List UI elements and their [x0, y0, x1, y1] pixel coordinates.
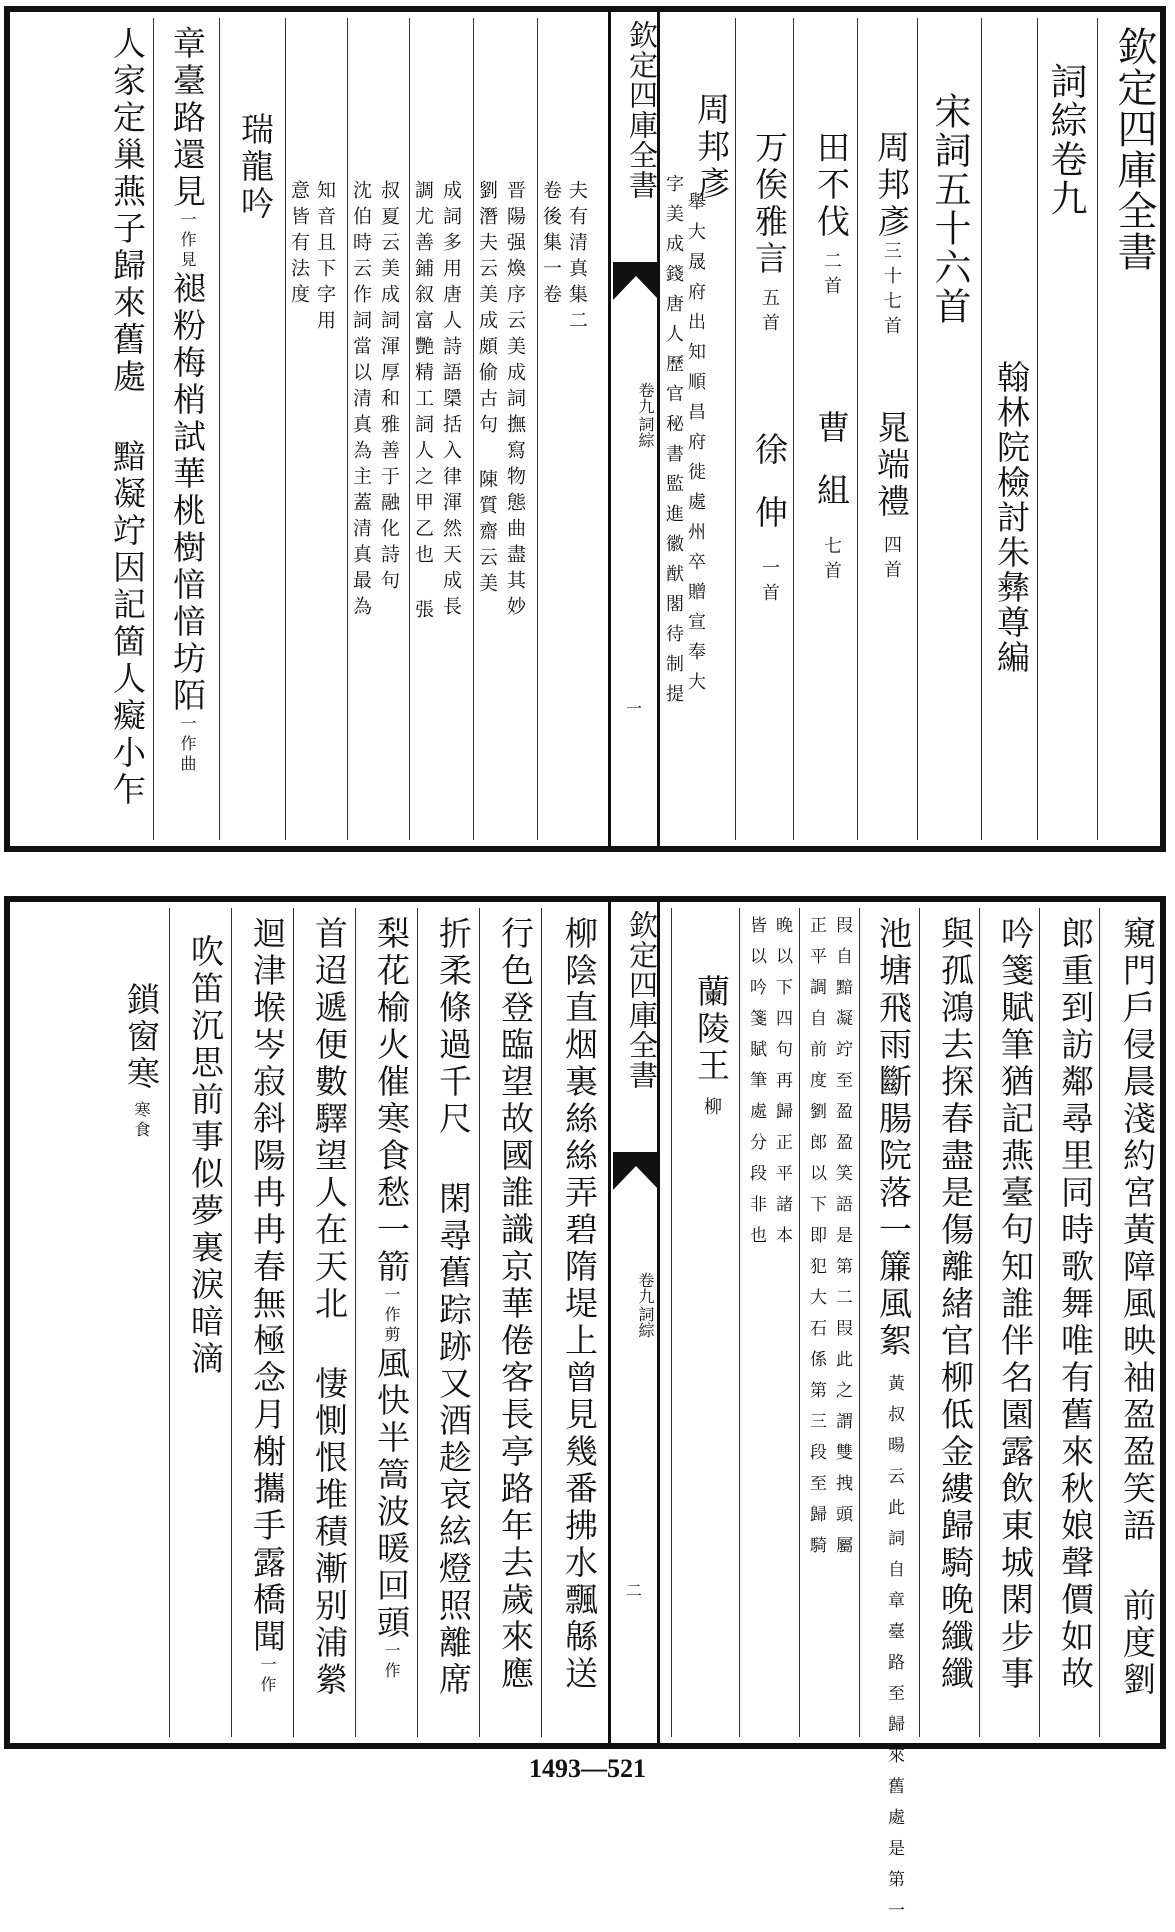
note-line: 晋陽强煥序云美成詞撫寫物態曲盡其妙 — [504, 180, 526, 622]
band-section: 詞綜 卷九 — [636, 382, 655, 448]
poem-line: 迴津堠岑寂斜陽冉冉春無極念月榭攜手露橋聞一作 — [248, 916, 287, 1696]
bio-author-name: 周邦彥 — [692, 92, 731, 203]
band-title: 欽定四庫全書 — [625, 910, 659, 1090]
section-heading: 宋詞五十六首 — [928, 92, 971, 326]
poem-line: 行色登臨望故國誰識京華倦客長亭路年去歲來應 — [496, 916, 535, 1693]
commentary-line: 皆以吟箋賦筆處分段非也 — [746, 916, 766, 1257]
fishtail-mark-icon — [613, 262, 659, 300]
author-entry: 曹組七首 — [812, 410, 851, 586]
next-poem-title: 鎖窗寒寒食 — [122, 982, 161, 1141]
note-line: 卷後集一卷 — [540, 180, 562, 310]
poem-line: 吹笛沉思前事似夢裏淚暗滴 — [186, 934, 225, 1378]
poem-title: 瑞龍吟 — [236, 112, 275, 223]
band-section: 詞綜 卷九 — [636, 1272, 655, 1338]
note-line: 夫有清真集二 — [566, 180, 588, 336]
page-footer-number: 1493—521 — [529, 1754, 646, 1783]
note-line: 知音且下字用 — [314, 180, 336, 336]
poem-line: 章臺路還見一作見褪粉梅梢試華桃樹愔愔坊陌一作曲 — [168, 26, 207, 775]
poem-line: 柳陰直烟裏絲絲弄碧隋堤上曾見幾番拂水飄緜送 — [560, 916, 599, 1693]
poem-line: 梨花榆火催寒食愁一箭一作剪風快半篙波暖回頭一作 — [372, 916, 411, 1682]
inline-note: 黃叔暘云此詞自章臺路至歸來舊處是第一 — [884, 1374, 904, 1932]
poem-line: 郎重到訪鄰尋里同時歌舞唯有舊來秋娘聲價如故 — [1056, 916, 1095, 1693]
page-upper — [4, 6, 1166, 852]
editor-line: 翰林院檢討朱彝尊編 — [992, 360, 1031, 675]
note-line: 沈伯時云作詞當以清真為主蓋清真最為 — [350, 180, 372, 622]
poem-line: 首迢遞便數驛望人在天北 悽惻恨堆積漸别浦縈 — [310, 916, 349, 1699]
band-title: 欽定四庫全書 — [625, 20, 659, 200]
note-line: 調尤善鋪叙富艷精工詞人之甲乙也 張 — [412, 180, 434, 625]
poem-line: 吟箋賦筆猶記燕臺句知誰伴名園露飲東城閑步事 — [996, 916, 1035, 1693]
poem-line: 人家定巢燕子歸來舊處 黯凝竚因記箇人癡小乍 — [108, 26, 147, 809]
fishtail-mark-icon — [613, 1152, 659, 1190]
band-page-number: 一 — [625, 699, 642, 718]
poem-line: 窺門戶侵晨淺約宮黃障風映袖盈盈笑語 前度劉 — [1118, 916, 1157, 1699]
author-entry: 周邦彥三十七首 — [872, 130, 911, 341]
header-title: 欽定四庫全書 — [1111, 26, 1157, 272]
note-line: 意皆有法度 — [288, 180, 310, 310]
band-page-number: 二 — [625, 1581, 642, 1600]
poem-line: 池塘飛雨斷腸院落一簾風絮 — [874, 916, 913, 1360]
commentary-line: 正平調自前度劉郎以下即犯大石係第三段至歸騎 — [806, 916, 826, 1567]
note-line: 劉潛夫云美成頗偷古句 陳質齋云美 — [476, 180, 498, 599]
author-entry: 万俟雅言五首 — [750, 130, 789, 338]
book-title: 詞綜卷九 — [1044, 62, 1087, 218]
poem-line: 折柔條過千尺 閑尋舊踪跡又酒趁哀絃燈照離席 — [434, 916, 473, 1699]
author-entry: 田不伐二首 — [812, 130, 851, 301]
bio-line: 字美成錢唐人歷官秘書監進徽猷閣待制提 — [663, 174, 684, 714]
poem-title: 蘭陵王柳 — [692, 974, 731, 1122]
note-line: 成詞多用唐人詩語檃括入律渾然天成長 — [440, 180, 462, 622]
author-entry: 徐伸一首 — [750, 432, 789, 608]
commentary-line: 叚自黯凝竚至盈盈笑語是第二叚此之謂雙拽頭屬 — [832, 916, 852, 1567]
center-fold-band — [608, 12, 660, 846]
author-entry: 晁端禮四首 — [872, 410, 911, 585]
commentary-line: 晚以下四句再歸正平諸本 — [772, 916, 792, 1257]
center-fold-band — [608, 902, 660, 1743]
bio-line: 舉大晟府出知順昌府徙處州卒贈宣奉大 — [685, 192, 706, 702]
poem-line: 與孤鴻去探春盡是傷離緒官柳低金縷歸騎晚纖纖 — [936, 916, 975, 1693]
note-line: 叔夏云美成詞渾厚和雅善于融化詩句 — [378, 180, 400, 596]
